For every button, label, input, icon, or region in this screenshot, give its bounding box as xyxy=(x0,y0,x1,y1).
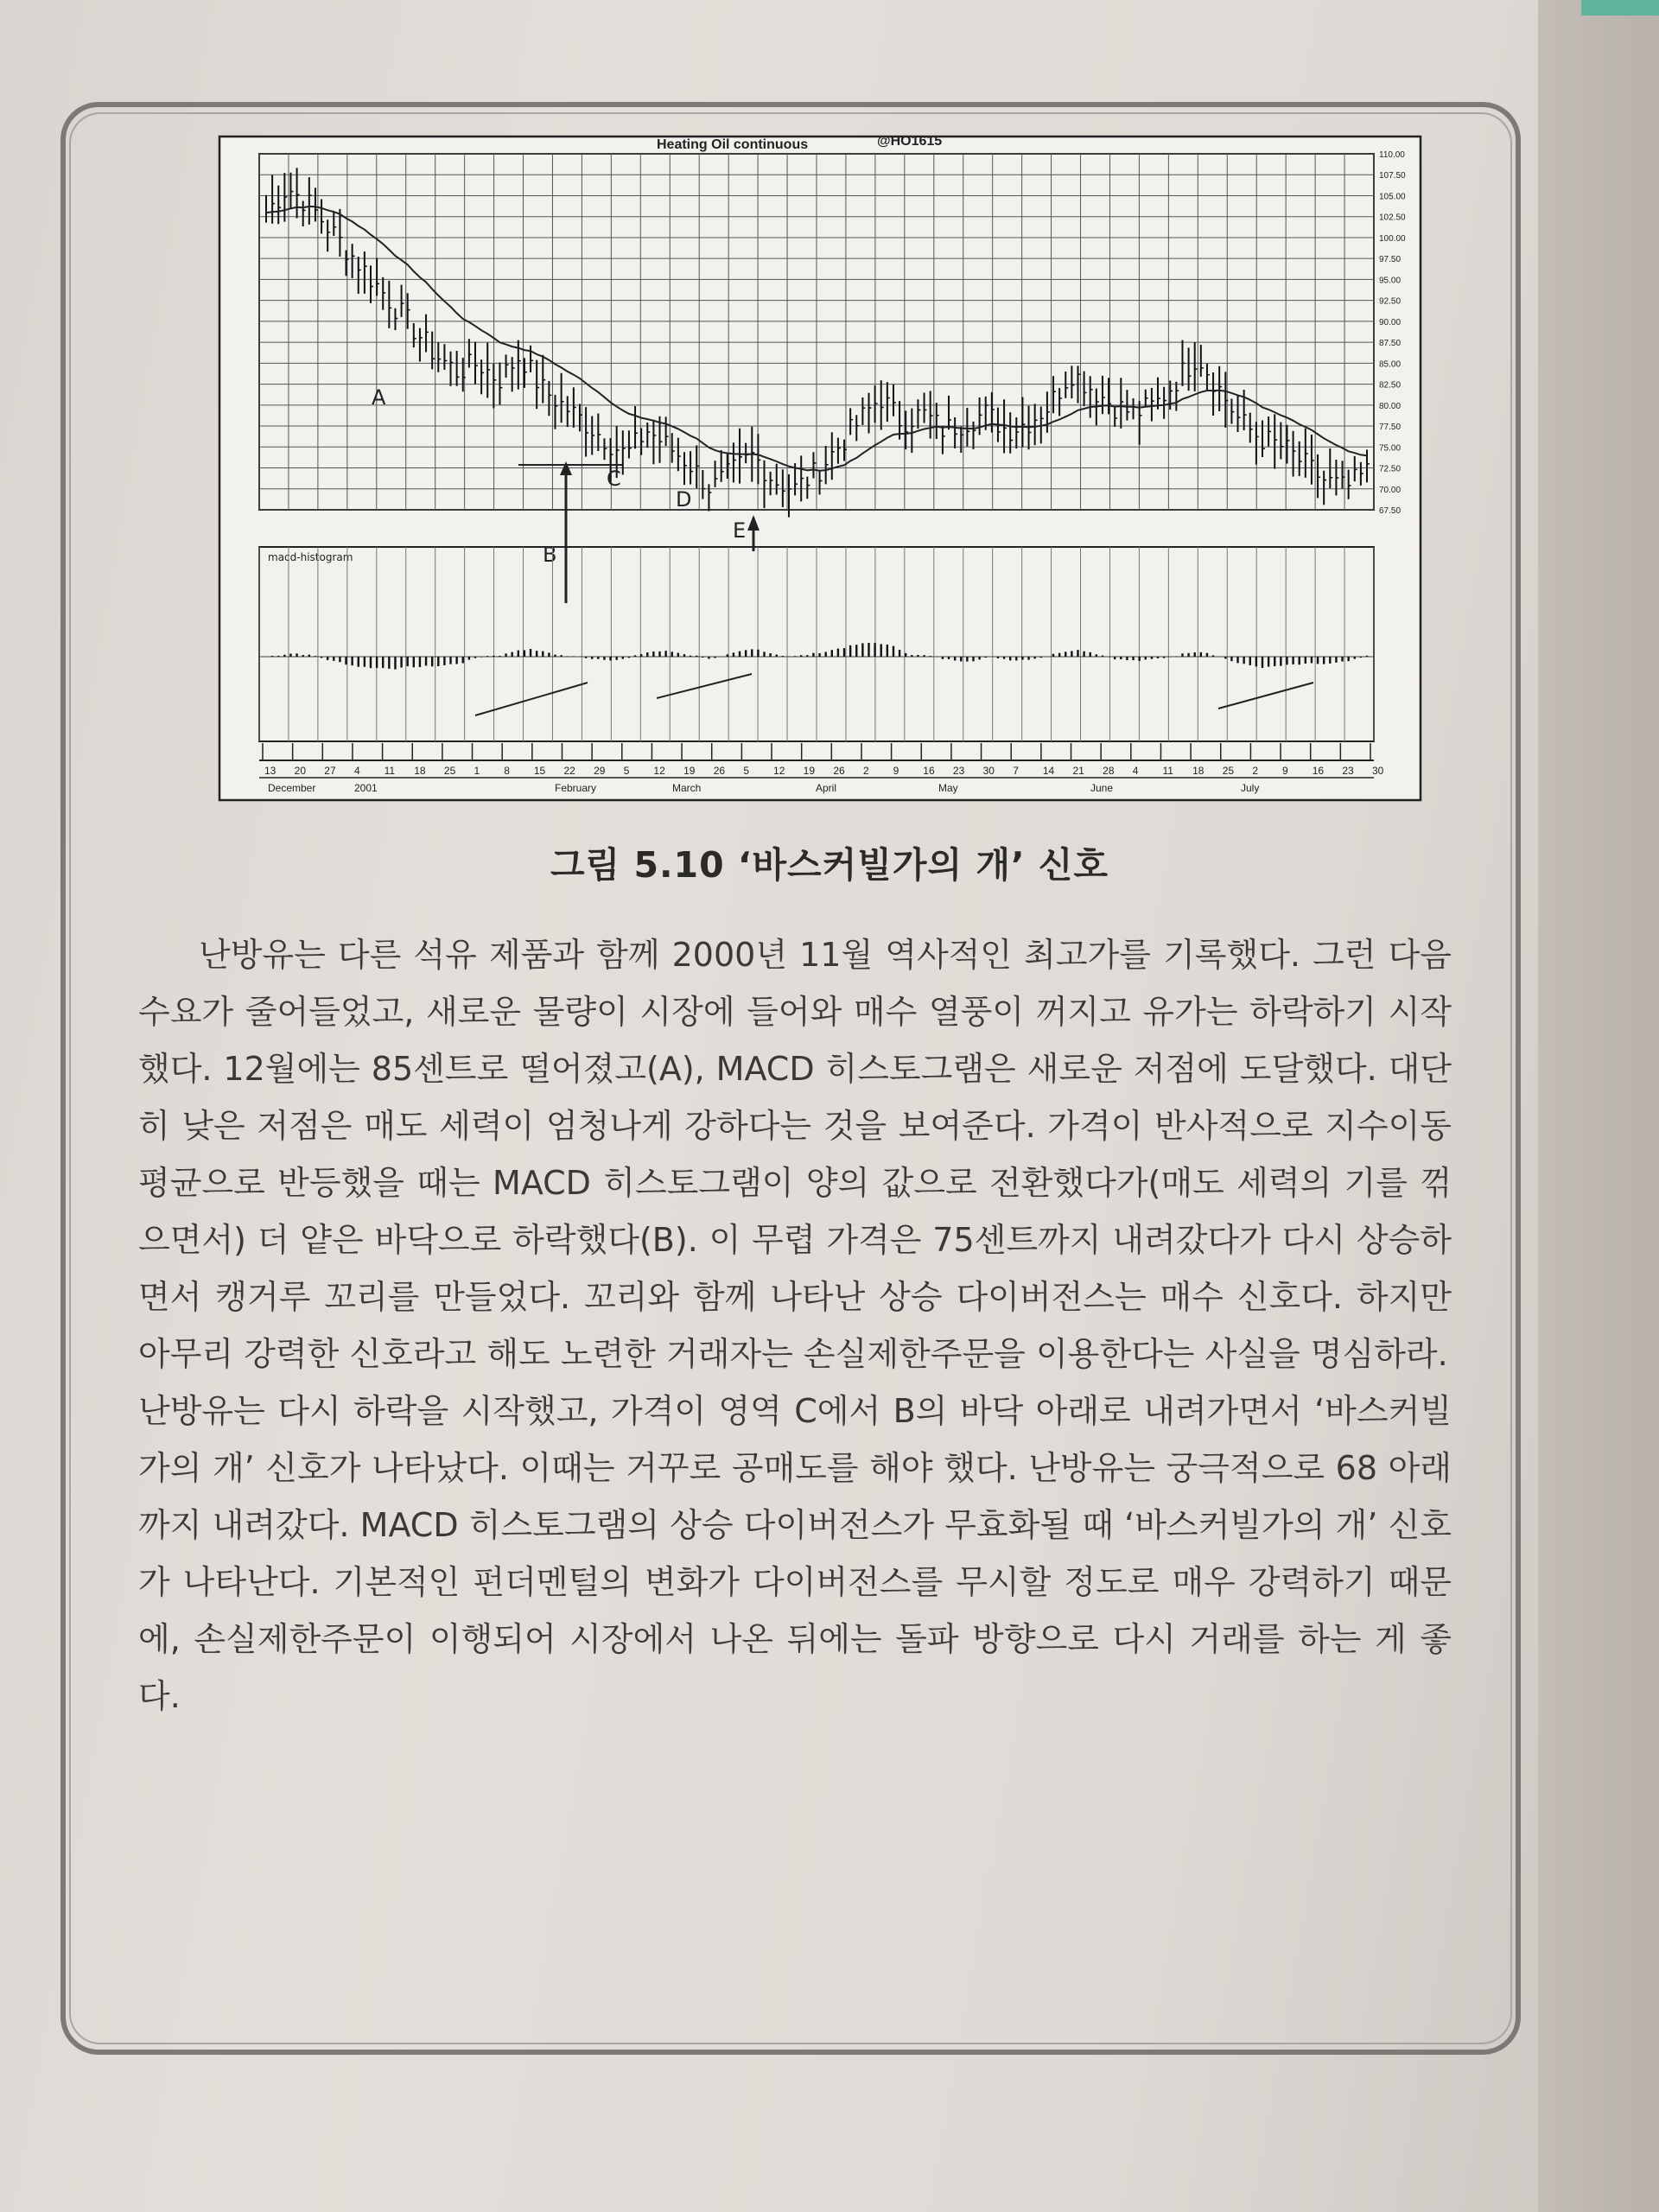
date-tick-label: 5 xyxy=(623,765,630,777)
price-tick-label: 102.50 xyxy=(1379,213,1406,223)
heating-oil-chart xyxy=(216,119,1426,804)
date-tick-label: 23 xyxy=(1342,765,1354,777)
month-label: December xyxy=(268,782,316,794)
date-tick-label: 21 xyxy=(1072,765,1084,777)
month-label: April xyxy=(816,782,837,794)
date-tick-label: 11 xyxy=(384,765,396,777)
price-tick-label: 80.00 xyxy=(1379,401,1402,411)
date-tick-label: 26 xyxy=(713,765,726,777)
figure-caption: 그림 5.10 ‘바스커빌가의 개’ 신호 xyxy=(550,844,1109,886)
label-a: A xyxy=(372,385,386,410)
label-e: E xyxy=(733,518,747,543)
date-tick-label: 18 xyxy=(414,765,426,777)
label-d: D xyxy=(676,487,692,512)
body-text xyxy=(138,926,1452,1725)
date-tick-label: 13 xyxy=(264,765,276,777)
date-tick-label: 14 xyxy=(1042,765,1055,777)
price-tick-label: 95.00 xyxy=(1379,276,1402,286)
date-tick-label: 29 xyxy=(594,765,606,777)
price-tick-label: 100.00 xyxy=(1379,233,1406,244)
date-tick-label: 19 xyxy=(683,765,696,777)
date-tick-label: 25 xyxy=(1222,765,1235,777)
date-tick-label: 16 xyxy=(923,765,935,777)
date-tick-label: 30 xyxy=(982,765,995,777)
page-tab-marker xyxy=(1581,0,1659,16)
date-tick-label: 4 xyxy=(353,765,360,777)
date-tick-label: 7 xyxy=(1013,765,1019,777)
date-tick-label: 19 xyxy=(803,765,816,777)
date-tick-label: 26 xyxy=(833,765,845,777)
date-tick-label: 27 xyxy=(324,765,336,777)
date-tick-label: 28 xyxy=(1103,765,1115,777)
price-tick-label: 90.00 xyxy=(1379,317,1402,327)
date-tick-label: 30 xyxy=(1372,765,1384,777)
date-tick-label: 20 xyxy=(294,765,307,777)
date-tick-label: 1 xyxy=(474,765,480,777)
price-tick-label: 72.50 xyxy=(1379,464,1402,474)
date-tick-label: 12 xyxy=(653,765,665,777)
date-tick-label: 12 xyxy=(773,765,785,777)
price-tick-label: 87.50 xyxy=(1379,339,1402,349)
date-tick-label: 15 xyxy=(533,765,546,777)
price-tick-label: 107.50 xyxy=(1379,171,1406,181)
price-tick-label: 110.00 xyxy=(1379,150,1405,160)
month-label: May xyxy=(938,782,958,794)
macd-panel-label: macd-histogram xyxy=(268,551,353,563)
date-tick-label: 9 xyxy=(1282,765,1288,777)
month-label: July xyxy=(1241,782,1260,794)
price-tick-label: 105.00 xyxy=(1379,192,1406,202)
paragraph-1: 난방유는 다른 석유 제품과 함께 2000년 11월 역사적인 최고가를 기록했다. 그런 다음 수요가 줄어들었고, 새로운 물량이 시장에 들어와 매수 열풍이 꺼지고 유가는 하락하기 시작했다. 12월에는 85센트로 떨어졌고(A), MACD 히스토그램은 새로운 저점에 도달했다. 대단히 낮은 저점은 매도 세력이 엄청나게 강하다는 것을 보여준다. 가격이 반사적으로 지수이동평균으로 반등했을 때는 MACD 히스토그램이 양의 값으로 전환했다가(매도 세력의 기를 꺾으면서) 더 얕은 바닥으로 하락했다(B). 이 무렵 가격은 75센트까지 내려갔다가 다시 상승하면서 캥거루 꼬리를 만들었다. 꼬리와 함께 나타난 상승 다이버전스는 매수 신호다. 하지만 아무리 강력한 신호라고 해도 노련한 거래자는 손실제한주문을 이용한다는 사실을 명심하라. xyxy=(138,936,1452,1373)
month-label: June xyxy=(1090,782,1114,794)
month-label: February xyxy=(555,782,597,794)
page-gutter xyxy=(1538,0,1659,2212)
date-tick-label: 5 xyxy=(743,765,750,777)
date-tick-label: 9 xyxy=(893,765,899,777)
label-b: B xyxy=(543,543,557,567)
price-tick-label: 97.50 xyxy=(1379,255,1402,265)
price-tick-label: 77.50 xyxy=(1379,423,1402,433)
date-tick-label: 18 xyxy=(1192,765,1205,777)
price-tick-label: 85.00 xyxy=(1379,359,1402,370)
price-tick-label: 70.00 xyxy=(1379,485,1402,495)
date-tick-label: 16 xyxy=(1312,765,1325,777)
paragraph-2: 난방유는 다시 하락을 시작했고, 가격이 영역 C에서 B의 바닥 아래로 내려가면서 ‘바스커빌가의 개’ 신호가 나타났다. 이때는 거꾸로 공매도를 해야 했다. 난방유는 궁극적으로 68 아래까지 내려갔다. MACD 히스토그램의 상승 다이버전스가 무효화될 때 ‘바스커빌가의 개’ 신호가 나타난다. 기본적인 펀더멘털의 변화가 다이버전스를 무시할 정도로 매우 강력하기 때문에, 손실제한주문이 이행되어 시장에서 나온 뒤에는 돌파 방향으로 다시 거래를 하는 게 좋다. xyxy=(138,1392,1452,1715)
date-tick-label: 8 xyxy=(504,765,510,777)
chart-title: Heating Oil continuous xyxy=(657,137,809,152)
label-c: C xyxy=(607,467,621,491)
date-tick-label: 22 xyxy=(563,765,575,777)
price-tick-label: 67.50 xyxy=(1379,506,1402,516)
date-tick-label: 2 xyxy=(862,765,869,777)
price-tick-label: 92.50 xyxy=(1379,296,1402,307)
chart-symbol: @HO1615 xyxy=(877,134,943,149)
date-tick-label: 25 xyxy=(443,765,456,777)
price-tick-label: 75.00 xyxy=(1379,443,1402,454)
month-label: 2001 xyxy=(354,782,378,794)
date-tick-label: 11 xyxy=(1162,765,1173,777)
date-tick-label: 23 xyxy=(952,765,965,777)
date-tick-label: 4 xyxy=(1132,765,1139,777)
month-label: March xyxy=(672,782,702,794)
date-tick-label: 2 xyxy=(1252,765,1259,777)
price-tick-label: 82.50 xyxy=(1379,380,1402,391)
